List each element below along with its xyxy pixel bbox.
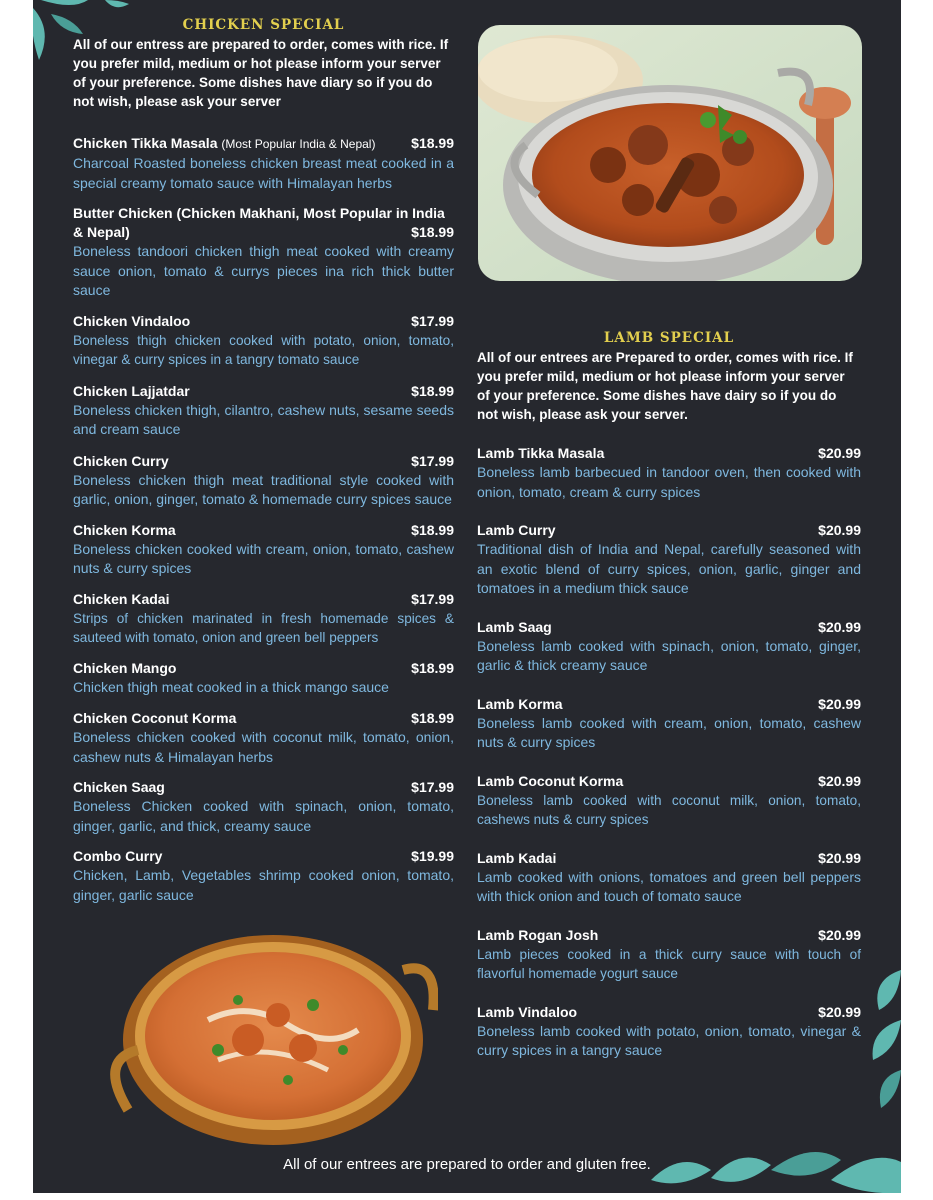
menu-item bbox=[73, 452, 454, 510]
menu-item bbox=[73, 134, 454, 193]
chicken-section bbox=[73, 17, 454, 905]
menu-item bbox=[477, 618, 861, 676]
item-name: Chicken Korma bbox=[73, 521, 176, 538]
item-description: Lamb cooked with onions, tomatoes and green bell peppers with thick onion and touch of tomato sauce bbox=[477, 868, 861, 904]
item-price: $20.99 bbox=[818, 849, 861, 866]
item-description: Chicken, Lamb, Vegetables shrimp cooked onion, tomato, ginger, garlic sauce bbox=[73, 867, 454, 903]
menu-item bbox=[73, 659, 454, 698]
item-name: Chicken Coconut Korma bbox=[73, 710, 237, 726]
item-price: $18.99 bbox=[411, 710, 454, 726]
menu-item bbox=[477, 521, 861, 599]
item-description: Charcoal Roasted boneless chicken breast meat cooked in a special creamy tomato sauce with Himalayan herbs bbox=[73, 155, 454, 191]
menu-item bbox=[477, 772, 861, 830]
item-name: Chicken Tikka Masala bbox=[73, 135, 218, 151]
menu-page bbox=[33, 0, 901, 1193]
item-name: Chicken Saag bbox=[73, 779, 165, 795]
item-note: (Most Popular India & Nepal) bbox=[221, 137, 376, 151]
item-description: Traditional dish of India and Nepal, carefully seasoned with an exotic blend of curry spices, onion, garlic, ginger and tomatoes in a medium thick sauce bbox=[477, 541, 861, 596]
item-price: $17.99 bbox=[411, 452, 454, 469]
item-price: $18.99 bbox=[411, 224, 454, 240]
item-price: $18.99 bbox=[411, 521, 454, 538]
item-name: Chicken Mango bbox=[73, 659, 177, 676]
item-name: Combo Curry bbox=[73, 848, 163, 864]
item-description: Boneless lamb cooked with cream, onion, tomato, cashew nuts & curry spices bbox=[477, 714, 861, 750]
item-description: Boneless thigh chicken cooked with potato, onion, tomato, vinegar & curry spices in a tangry tomato sauce bbox=[73, 332, 454, 367]
item-name: Lamb Vindaloo bbox=[477, 1003, 578, 1020]
item-price: $20.99 bbox=[818, 695, 861, 712]
item-name: Chicken Lajjatdar bbox=[73, 382, 190, 399]
item-price: $20.99 bbox=[818, 926, 861, 943]
item-price: $18.99 bbox=[411, 135, 454, 151]
chicken-section-title: CHICKEN SPECIAL bbox=[182, 17, 345, 33]
menu-item bbox=[73, 204, 454, 301]
item-price: $17.99 bbox=[411, 312, 454, 329]
item-description: Boneless chicken thigh meat traditional style cooked with garlic, onion, ginger, tomato & homemade curry spices sauce bbox=[73, 471, 454, 507]
menu-item bbox=[73, 590, 454, 648]
menu-item bbox=[477, 444, 861, 502]
menu-item bbox=[477, 926, 861, 984]
item-name: Lamb Kadai bbox=[477, 849, 557, 866]
item-name: Chicken Kadai bbox=[73, 590, 170, 607]
item-description: Boneless lamb cooked with potato, onion, tomato, vinegar & curry spices in a tangry sauce bbox=[477, 1022, 861, 1058]
item-description: Chicken thigh meat cooked in a thick mango sauce bbox=[73, 678, 389, 695]
item-price: $20.99 bbox=[818, 445, 861, 461]
item-name: Lamb Coconut Korma bbox=[477, 772, 624, 789]
menu-item bbox=[73, 521, 454, 579]
item-name: Lamb Korma bbox=[477, 695, 563, 712]
menu-item bbox=[477, 849, 861, 907]
item-name: Chicken Vindaloo bbox=[73, 312, 191, 329]
item-description: Lamb pieces cooked in a thick curry sauce with touch of flavorful homemade yogurt sauce bbox=[477, 946, 861, 981]
chicken-section-intro: All of our entress are prepared to order, comes with rice. If you prefer mild, medium or hot please inform your server of your preference. Some dishes have diary so if you do not wish, please ask your server bbox=[73, 37, 449, 109]
lamb-section-title: LAMB SPECIAL bbox=[603, 330, 735, 346]
item-name: Butter Chicken (Chicken Makhani, Most Popular in India & Nepal) bbox=[73, 205, 445, 240]
item-price: $20.99 bbox=[818, 618, 861, 635]
footer-note: All of our entrees are prepared to order and gluten free. bbox=[283, 1156, 651, 1173]
menu-item bbox=[73, 382, 454, 440]
item-description: Boneless lamb cooked with spinach, onion, tomato, ginger, garlic & thick creamy sauce bbox=[477, 637, 861, 673]
lamb-section bbox=[477, 330, 861, 1061]
item-description: Boneless lamb cooked with coconut milk, onion, tomato, cashews nuts & curry spices bbox=[477, 792, 861, 827]
item-description: Strips of chicken marinated in fresh homemade spices & sauteed with tomato, onion and green bell peppers bbox=[73, 610, 454, 645]
lamb-section-intro: All of our entrees are Prepared to order, comes with rice. If you prefer mild, medium or hot please inform your server of your preference. Some dishes have dairy so if you do not wish, please ask your server. bbox=[477, 350, 853, 422]
item-price: $17.99 bbox=[411, 779, 454, 795]
item-price: $18.99 bbox=[411, 382, 454, 399]
item-description: Boneless Chicken cooked with spinach, onion, tomato, ginger, garlic, and thick, creamy sauce bbox=[73, 798, 454, 834]
butter-chicken-photo bbox=[98, 930, 438, 1150]
menu-item bbox=[477, 1003, 861, 1061]
menu-item bbox=[73, 312, 454, 370]
menu-item bbox=[73, 709, 454, 767]
item-name: Lamb Saag bbox=[477, 618, 552, 635]
item-name: Lamb Rogan Josh bbox=[477, 926, 599, 943]
item-description: Boneless chicken cooked with cream, onion, tomato, cashew nuts & curry spices bbox=[73, 540, 454, 576]
item-description: Boneless lamb barbecued in tandoor oven, then cooked with onion, tomato, cream & curry spices bbox=[477, 464, 861, 500]
menu-item bbox=[73, 778, 454, 836]
item-price: $18.99 bbox=[411, 659, 454, 676]
item-name: Lamb Tikka Masala bbox=[477, 445, 605, 461]
item-price: $20.99 bbox=[818, 522, 861, 538]
item-name: Lamb Curry bbox=[477, 522, 556, 538]
item-name: Chicken Curry bbox=[73, 452, 169, 469]
item-price: $20.99 bbox=[818, 772, 861, 789]
item-price: $19.99 bbox=[411, 848, 454, 864]
item-description: Boneless tandoori chicken thigh meat cooked with creamy sauce onion, tomato & currys pieces ina rich thick butter sauce bbox=[73, 243, 454, 298]
item-price: $20.99 bbox=[818, 1003, 861, 1020]
item-description: Boneless chicken thigh, cilantro, cashew nuts, sesame seeds and cream sauce bbox=[73, 401, 454, 437]
lamb-curry-photo bbox=[478, 25, 862, 281]
menu-item bbox=[477, 695, 861, 753]
item-description: Boneless chicken cooked with coconut milk, tomato, onion, cashew nuts & Himalayan herbs bbox=[73, 729, 454, 765]
item-price: $17.99 bbox=[411, 590, 454, 607]
menu-item bbox=[73, 847, 454, 905]
